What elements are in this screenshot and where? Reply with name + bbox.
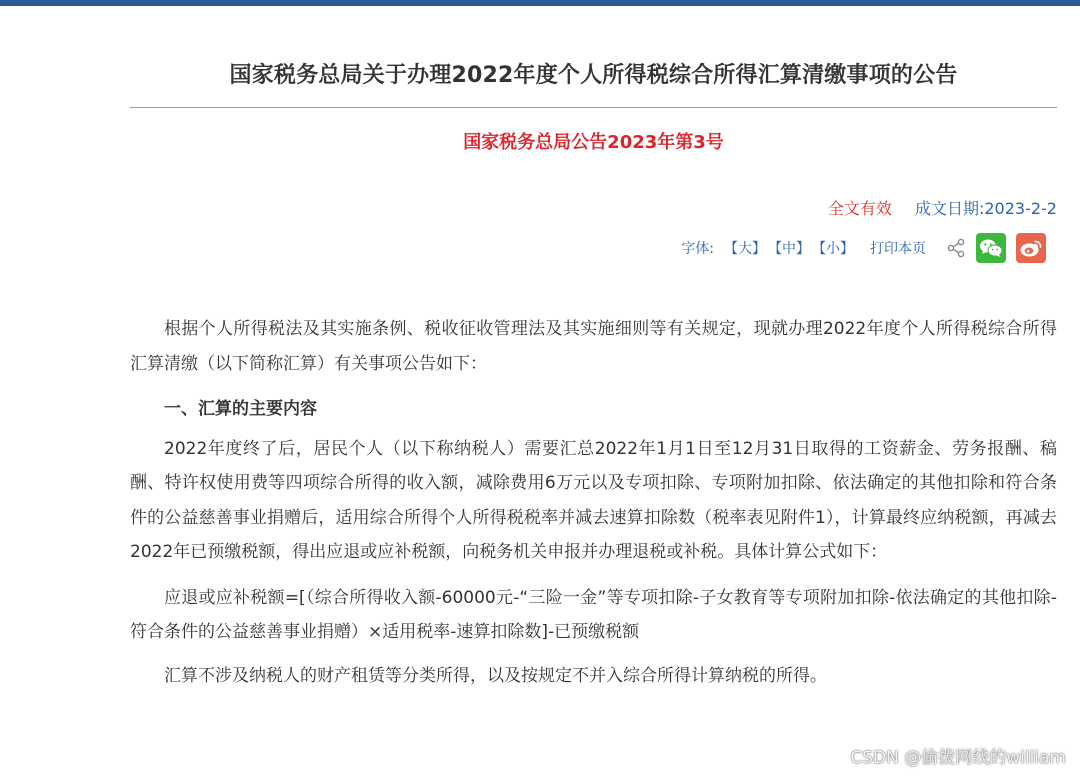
page-title: 国家税务总局关于办理2022年度个人所得税综合所得汇算清缴事项的公告	[229, 63, 958, 88]
section-heading: 一、汇算的主要内容	[164, 399, 317, 419]
toolbar	[681, 233, 1046, 263]
body-paragraph: 2022年度终了后，居民个人（以下称纳税人）需要汇总2022年1月1日至12月31日取得的工资薪金、劳务报酬、稿酬、特许权使用费等四项综合所得的收入额，减除费用6万元以及专项扣除、专项附加扣除、依法确定的其他扣除和符合条件的公益慈善事业捐赠后，适用综合所得个人所得税税率并减去速算扣除数（税率表见附件1），计算最终应纳税额，再减去2022年已预缴税额，得出应退或应补税额，向税务机关申报并办理退税或补税。具体计算公式如下：	[130, 438, 1057, 562]
print-button[interactable]: 打印本页	[870, 241, 926, 257]
share-icon[interactable]	[946, 238, 966, 258]
intro-paragraph: 根据个人所得税法及其实施条例、税收征收管理法及其实施细则等有关规定，现就办理2022年度个人所得税综合所得汇算清缴（以下简称汇算）有关事项公告如下：	[130, 319, 1057, 374]
font-size-large-button[interactable]: 【大】	[724, 241, 766, 257]
font-size-label: 字体:	[681, 241, 714, 257]
document-meta	[828, 196, 1057, 219]
body-paragraph: 汇算不涉及纳税人的财产租赁等分类所得，以及按规定不并入综合所得计算纳税的所得。	[164, 665, 827, 686]
title-divider	[130, 107, 1057, 108]
font-size-medium-button[interactable]: 【中】	[768, 241, 810, 257]
watermark: CSDN @偷拨网线的william	[850, 748, 1066, 768]
weibo-icon[interactable]	[1016, 233, 1046, 263]
document-number: 国家税务总局公告2023年第3号	[463, 132, 724, 153]
wechat-icon[interactable]	[976, 233, 1006, 263]
announcement-body	[130, 312, 1057, 704]
formula-paragraph: 应退或应补税额=[（综合所得收入额-60000元-“三险一金”等专项扣除-子女教育等专项附加扣除-依法确定的其他扣除-符合条件的公益慈善事业捐赠）×适用税率-速算扣除数]-已预缴税额	[130, 587, 1057, 642]
font-size-small-button[interactable]: 【小】	[812, 241, 854, 257]
issue-date: 成文日期:2023-2-2	[914, 199, 1057, 218]
top-bar	[0, 0, 1080, 6]
validity-status: 全文有效	[827, 199, 892, 218]
